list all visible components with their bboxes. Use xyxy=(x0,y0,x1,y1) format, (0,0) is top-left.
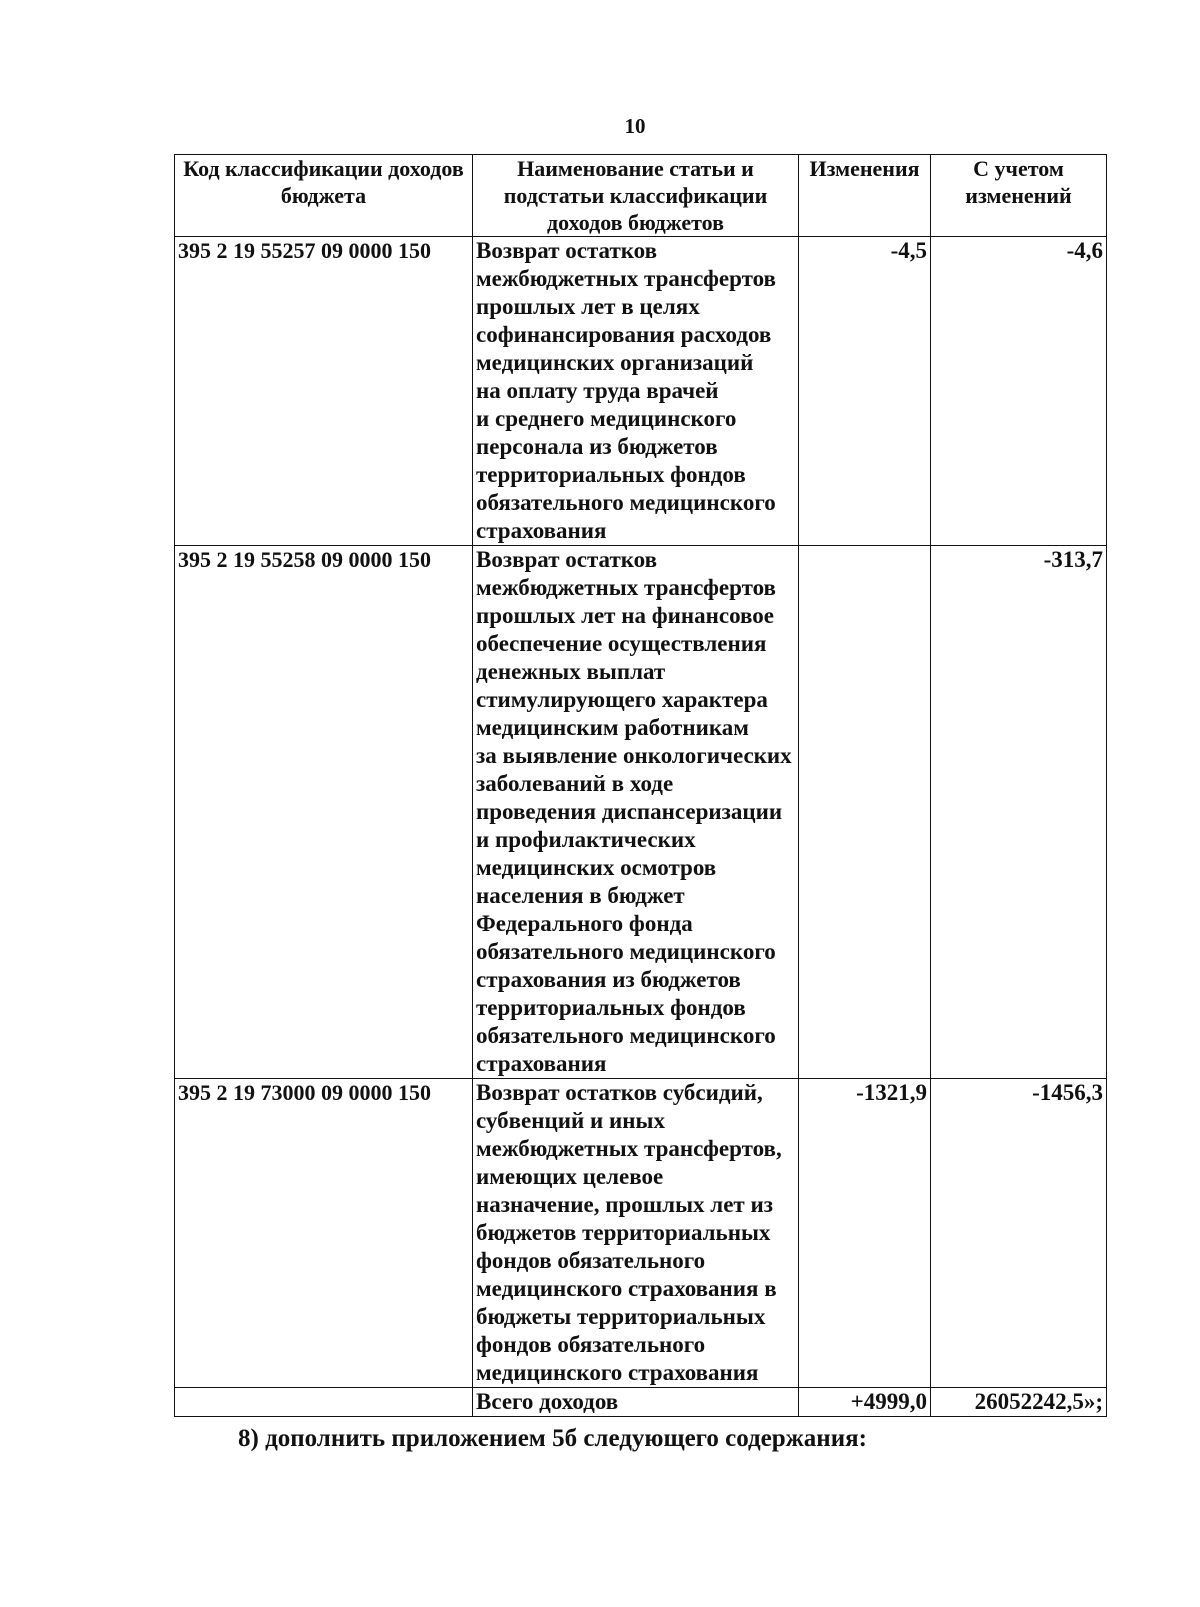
row-name: Возврат остатков межбюджетных трансфертов прошлых лет на финансовое обеспечение осуществления денежных выплат стимулирующего характера медицинским работникам за выявление онкологических заболеваний в ходе проведения диспансеризации и профилактических медицинских осмотров населения в бюджет Федерального фонда обязательного медицинского страхования из бюджетов территориальных фондов обязательного медицинского страхования xyxy=(473,546,799,1079)
total-code xyxy=(175,1388,473,1417)
row-code: 395 2 19 55257 09 0000 150 xyxy=(175,237,473,546)
total-value: 26052242,5»; xyxy=(931,1388,1107,1417)
row-changes xyxy=(799,546,931,1079)
header-name: Наименование статьи и подстатьи классификации доходов бюджетов xyxy=(473,155,799,237)
amendment-text: 8) дополнить приложением 5б следующего содержания: xyxy=(238,1425,867,1452)
table-row xyxy=(175,546,1107,1079)
row-total: -313,7 xyxy=(931,546,1107,1079)
header-total: С учетом изменений xyxy=(931,155,1107,237)
table-header-row xyxy=(175,155,1107,237)
header-code: Код классификации доходов бюджета xyxy=(175,155,473,237)
total-label: Всего доходов xyxy=(473,1388,799,1417)
row-code: 395 2 19 55258 09 0000 150 xyxy=(175,546,473,1079)
header-changes: Изменения xyxy=(799,155,931,237)
page-number: 10 xyxy=(624,114,646,138)
row-total: -1456,3 xyxy=(931,1079,1107,1388)
table-row xyxy=(175,1079,1107,1388)
row-changes: -1321,9 xyxy=(799,1079,931,1388)
row-name: Возврат остатков межбюджетных трансфертов прошлых лет в целях софинансирования расходов медицинских организаций на оплату труда врачей и среднего медицинского персонала из бюджетов территориальных фондов обязательного медицинского страхования xyxy=(473,237,799,546)
row-name: Возврат остатков субсидий, субвенций и иных межбюджетных трансфертов, имеющих целевое назначение, прошлых лет из бюджетов территориальных фондов обязательного медицинского страхования в бюджеты территориальных фондов обязательного медицинского страхования xyxy=(473,1079,799,1388)
row-changes: -4,5 xyxy=(799,237,931,546)
income-classification-table xyxy=(174,154,1107,1417)
total-row xyxy=(175,1388,1107,1417)
row-total: -4,6 xyxy=(931,237,1107,546)
row-code: 395 2 19 73000 09 0000 150 xyxy=(175,1079,473,1388)
total-changes: +4999,0 xyxy=(799,1388,931,1417)
table-row xyxy=(175,237,1107,546)
